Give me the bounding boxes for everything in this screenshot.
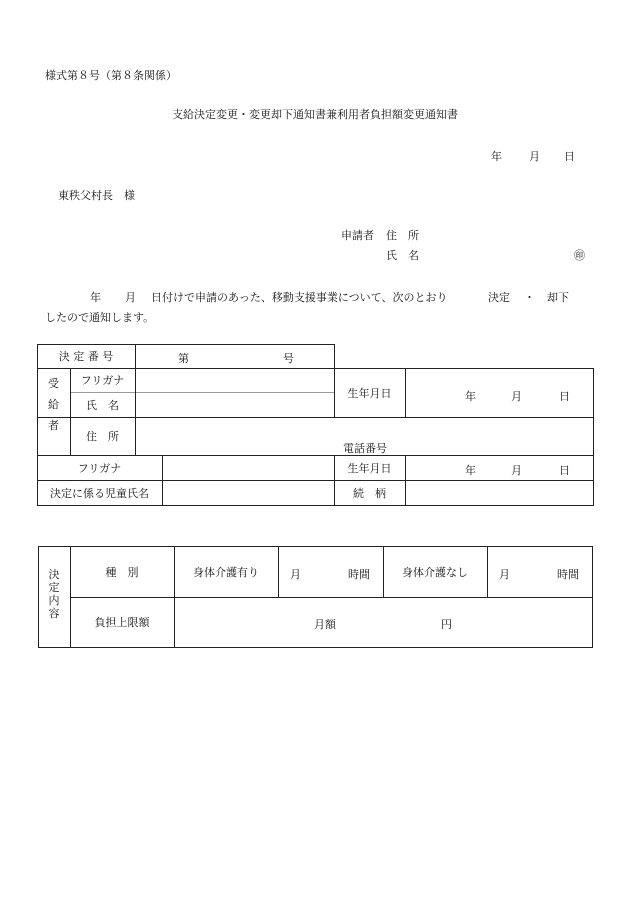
body-text-line1: 日付けで申請のあった、移動支援事業について、次のとおり — [151, 291, 448, 304]
applicant-label: 申請者 — [341, 229, 374, 242]
number-prefix: 第 — [178, 352, 189, 365]
yen-label: 円 — [441, 618, 452, 631]
phone-label: 電話番号 — [343, 442, 387, 455]
addressee: 東秩父村長 様 — [58, 189, 135, 202]
child-birth-month-label: 月 — [511, 464, 522, 477]
furigana-field[interactable] — [135, 368, 334, 392]
date-day: 日 — [564, 150, 575, 163]
child-name-label: 決定に係る児童氏名 — [50, 486, 149, 500]
child-birth-year-label: 年 — [465, 464, 476, 477]
date-month: 月 — [529, 150, 540, 163]
body-year: 年 — [90, 291, 101, 304]
without-care-hours-label: 時間 — [557, 568, 579, 581]
with-body-care-label: 身体介護有り — [193, 565, 259, 579]
without-body-care-label: 身体介護なし — [402, 565, 468, 579]
type-label: 種 別 — [105, 565, 139, 579]
burden-limit-label: 負担上限額 — [94, 616, 150, 629]
date-year: 年 — [491, 150, 502, 163]
child-birthdate-label: 生年月日 — [347, 461, 392, 475]
applicant-address-label: 住 所 — [386, 229, 419, 242]
form-number: 様式第８号（第８条関係） — [45, 69, 177, 82]
with-care-hours-label: 時間 — [348, 568, 370, 581]
birthdate-label: 生年月日 — [347, 386, 392, 400]
child-furigana-label: フリガナ — [77, 461, 122, 475]
seal-mark: ㊞ — [574, 249, 585, 262]
address-label: 住 所 — [86, 430, 119, 443]
rejection-option: 却下 — [547, 291, 569, 304]
body-month: 月 — [125, 291, 136, 304]
name-field[interactable] — [135, 392, 334, 417]
without-care-month-label: 月 — [499, 568, 510, 581]
recipient-label: 受 給 者 — [48, 377, 59, 432]
option-separator: ・ — [524, 291, 535, 304]
monthly-amount-label: 月額 — [314, 618, 336, 631]
birth-year-label: 年 — [465, 390, 476, 403]
furigana-label: フリガナ — [80, 374, 125, 387]
decision-content-label: 決 定 内 容 — [48, 568, 60, 620]
number-suffix: 号 — [283, 352, 294, 365]
decision-number-label: 決 定 番 号 — [58, 350, 114, 363]
name-label: 氏 名 — [86, 398, 119, 412]
birth-day-label: 日 — [559, 390, 570, 403]
birth-month-label: 月 — [511, 390, 522, 403]
document-title: 支給決定変更・変更却下通知書兼利用者負担額変更通知書 — [172, 108, 458, 121]
relationship-label: 続 柄 — [353, 486, 386, 500]
with-care-month-label: 月 — [290, 568, 301, 581]
applicant-name-label: 氏 名 — [386, 249, 419, 262]
decision-option: 決定 — [488, 291, 510, 304]
child-birth-day-label: 日 — [559, 464, 570, 477]
body-text-line2: したので通知します。 — [45, 311, 155, 324]
